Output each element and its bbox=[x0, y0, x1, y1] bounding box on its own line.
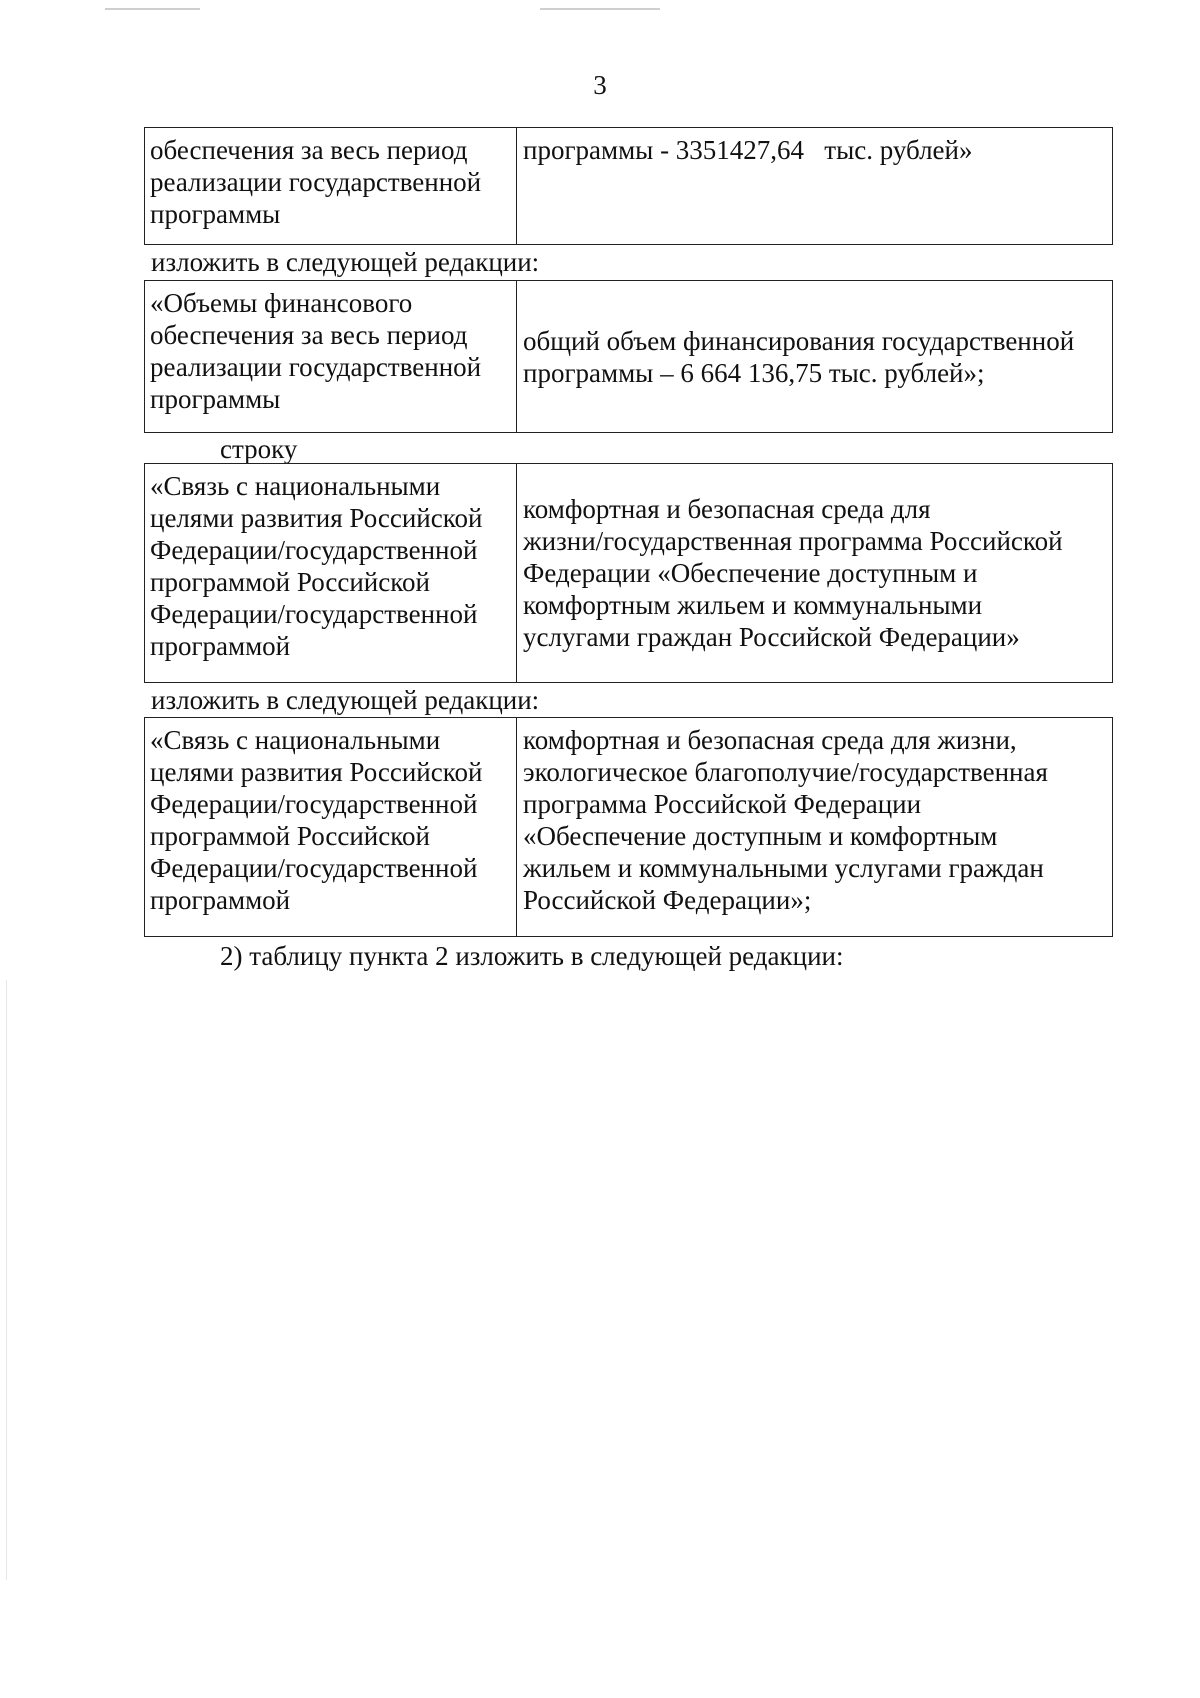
block-3-left-line: Федерации/государственной bbox=[150, 535, 478, 565]
block-2-left-line: обеспечения за весь период bbox=[150, 320, 468, 350]
block-4-left-line: программой Российской bbox=[150, 821, 430, 851]
scan-artifact bbox=[540, 8, 660, 10]
block-1-right-cell bbox=[517, 128, 1112, 244]
page-number: 3 bbox=[593, 70, 607, 100]
table-block-3 bbox=[144, 463, 1113, 683]
block-1-right-line: программы - 3351427,64 тыс. рублей» bbox=[523, 135, 973, 165]
block-2-left-line: реализации государственной bbox=[150, 352, 482, 382]
block-4-left-cell bbox=[145, 718, 517, 936]
block-3-right-line: комфортная и безопасная среда для bbox=[523, 494, 931, 524]
block-4-right-line: жильем и коммунальными услугами граждан bbox=[523, 853, 1044, 883]
block-2-left-line: «Объемы финансового bbox=[150, 288, 413, 318]
instruction-text: изложить в следующей редакции: bbox=[151, 247, 540, 277]
final-paragraph: 2) таблицу пункта 2 изложить в следующей редакции: bbox=[220, 941, 844, 971]
block-4-left-line: программой bbox=[150, 885, 291, 915]
block-3-left-cell bbox=[145, 464, 517, 682]
block-4-right-line: Российской Федерации»; bbox=[523, 885, 812, 915]
block-4-left-line: Федерации/государственной bbox=[150, 789, 478, 819]
block-3-right-line: комфортным жильем и коммунальными bbox=[523, 590, 983, 620]
block-2-right-cell bbox=[517, 281, 1112, 432]
block-3-right-line: жизни/государственная программа Российской bbox=[523, 526, 1063, 556]
scan-edge-line bbox=[6, 980, 7, 1580]
block-4-right-line: комфортная и безопасная среда для жизни, bbox=[523, 725, 1017, 755]
block-4-left-line: целями развития Российской bbox=[150, 757, 483, 787]
block-4-right-cell bbox=[517, 718, 1112, 936]
block-1-left-line: программы bbox=[150, 199, 281, 229]
block-3-right-cell bbox=[517, 464, 1112, 682]
block-3-left-line: Федерации/государственной bbox=[150, 599, 478, 629]
table-block-2 bbox=[144, 280, 1113, 433]
table-block-1 bbox=[144, 127, 1113, 245]
block-4-right-line: программа Российской Федерации bbox=[523, 789, 922, 819]
block-1-left-line: реализации государственной bbox=[150, 167, 482, 197]
block-4-left-line: Федерации/государственной bbox=[150, 853, 478, 883]
block-3-left-line: целями развития Российской bbox=[150, 503, 483, 533]
block-3-left-line: программой bbox=[150, 631, 291, 661]
block-1-left-cell bbox=[145, 128, 517, 244]
scan-artifact bbox=[105, 8, 200, 10]
block-4-left-line: «Связь с национальными bbox=[150, 725, 441, 755]
block-2-right-line: программы – 6 664 136,75 тыс. рублей»; bbox=[523, 357, 985, 388]
block-2-right-line: общий объем финансирования государственной bbox=[523, 325, 1075, 356]
block-2-left-line: программы bbox=[150, 384, 281, 414]
instruction-text: строку bbox=[220, 434, 298, 464]
block-3-left-line: программой Российской bbox=[150, 567, 430, 597]
table-block-4 bbox=[144, 717, 1113, 937]
block-3-left-line: «Связь с национальными bbox=[150, 471, 441, 501]
block-4-right-line: экологическое благополучие/государственная bbox=[523, 757, 1048, 787]
block-3-right-line: услугами граждан Российской Федерации» bbox=[523, 622, 1020, 652]
block-3-right-line: Федерации «Обеспечение доступным и bbox=[523, 558, 978, 588]
instruction-text: изложить в следующей редакции: bbox=[151, 685, 540, 715]
block-2-left-cell bbox=[145, 281, 517, 432]
block-1-left-line: обеспечения за весь период bbox=[150, 135, 468, 165]
block-4-right-line: «Обеспечение доступным и комфортным bbox=[523, 821, 998, 851]
